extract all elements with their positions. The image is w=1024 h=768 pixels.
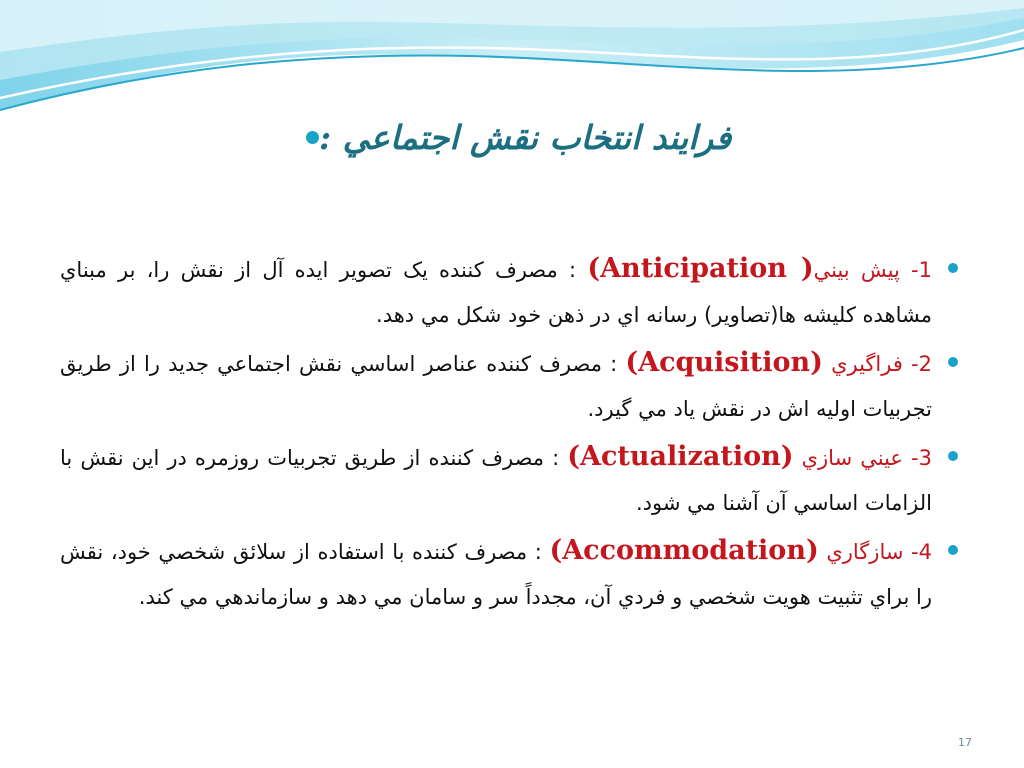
bullet-list <box>60 246 932 622</box>
item-description: مصرف کننده از طريق تجربيات روزمره در اين نقش با الزامات اساسي آن آشنا مي شود. <box>60 446 932 515</box>
list-item <box>60 434 932 526</box>
bullet-icon <box>948 263 958 273</box>
header-wave-decoration <box>0 0 1024 120</box>
page-number: 17 <box>958 736 972 749</box>
item-english-term: (Acquisition) <box>625 347 823 378</box>
list-item <box>60 528 932 620</box>
slide-title: فرايند انتخاب نقش اجتماعي : <box>319 118 732 157</box>
item-english-term: (Accommodation) <box>549 535 819 566</box>
item-description: مصرف کننده عناصر اساسي نقش اجتماعي جديد را از طريق تجربيات اوليه اش در نقش ياد مي گيرد. <box>60 352 932 421</box>
item-separator: : <box>527 540 550 564</box>
item-description: مصرف کننده با استفاده از سلائق شخصي خود، نقش را براي تثبيت هويت شخصي و فردي آن، مجدداً سر و سامان مي دهد و سازماندهي مي کند. <box>60 540 932 609</box>
title-bullet-icon <box>306 131 319 144</box>
item-separator: : <box>557 258 588 282</box>
item-english-term: ( Anticipation) <box>587 253 814 284</box>
slide-title-row <box>300 118 956 157</box>
item-number-label: 3- عيني سازي <box>801 446 932 470</box>
item-separator: : <box>544 446 568 470</box>
item-description: مصرف کننده يک تصوير ايده آل از نقش را، بر مبناي مشاهده کليشه ها(تصاوير) رسانه اي در ذهن خود شکل مي دهد. <box>60 258 932 327</box>
bullet-icon <box>948 545 958 555</box>
item-separator: : <box>601 352 626 376</box>
item-number-label: 2- فراگيري <box>831 352 932 376</box>
item-number-label: 4- سازگاري <box>826 540 932 564</box>
bullet-icon <box>948 451 958 461</box>
list-item <box>60 246 932 338</box>
item-number-label: 1- پيش بيني <box>813 258 932 282</box>
item-english-term: (Actualization) <box>567 441 794 472</box>
bullet-icon <box>948 357 958 367</box>
list-item <box>60 340 932 432</box>
